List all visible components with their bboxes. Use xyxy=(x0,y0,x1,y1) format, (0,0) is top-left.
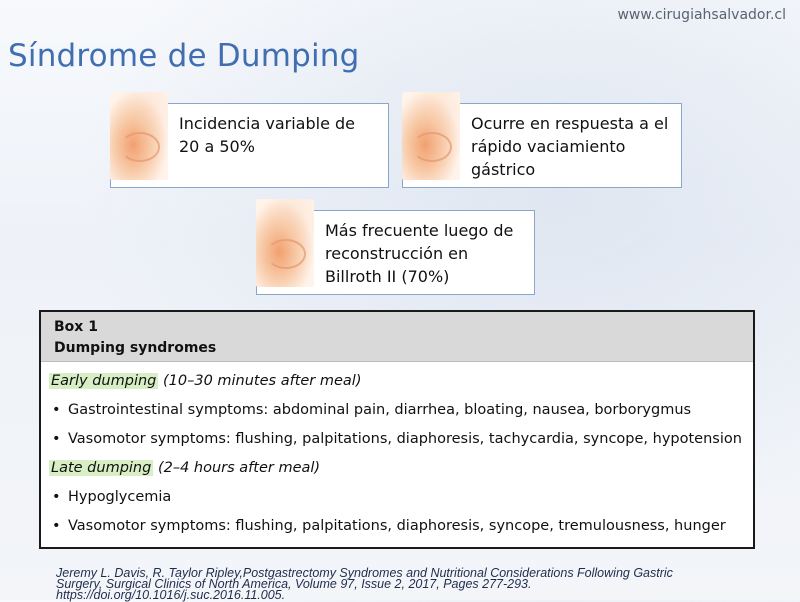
info-card-text: Incidencia variable de 20 a 50% xyxy=(179,114,356,156)
slide-title: Síndrome de Dumping xyxy=(8,38,360,74)
late-dumping-heading xyxy=(49,458,753,479)
info-card-mechanism xyxy=(402,103,682,188)
list-item xyxy=(49,400,753,421)
late-dumping-title: Late dumping xyxy=(51,460,152,476)
abdomen-image-icon xyxy=(110,92,168,180)
list-item xyxy=(49,487,753,508)
list-item-text: Gastrointestinal symptoms: abdominal pain, diarrhea, bloating, nausea, borborygmus xyxy=(68,402,692,418)
early-dumping-timing: (10–30 minutes after meal) xyxy=(162,373,362,389)
list-item xyxy=(49,516,753,537)
late-dumping-timing: (2–4 hours after meal) xyxy=(157,460,321,476)
box-heading: Dumping syndromes xyxy=(54,340,217,356)
early-dumping-title: Early dumping xyxy=(51,373,157,389)
citation-doi-link[interactable]: https://doi.org/10.1016/j.suc.2016.11.005. xyxy=(56,588,286,602)
info-card-text: Ocurre en respuesta a el rápido vaciamiento gástrico xyxy=(471,114,669,179)
citation-line: Surgery, Surgical Clinics of North America, Volume 97, Issue 2, 2017, Pages 277-293. xyxy=(56,577,532,591)
box-header xyxy=(41,312,753,362)
box-body xyxy=(41,362,753,537)
dumping-syndromes-box xyxy=(39,310,755,549)
info-card-billroth xyxy=(256,210,535,295)
early-dumping-heading xyxy=(49,371,753,392)
list-item xyxy=(49,429,753,450)
box-label: Box 1 xyxy=(54,319,98,335)
site-watermark: www.cirugiahsalvador.cl xyxy=(617,7,786,23)
bullet-icon: • xyxy=(52,431,61,447)
abdomen-image-icon xyxy=(402,92,460,180)
list-item-text: Vasomotor symptoms: flushing, palpitations, diaphoresis, syncope, tremulousness, hunger xyxy=(68,518,726,534)
citation-line: Jeremy L. Davis, R. Taylor Ripley,Postgastrectomy Syndromes and Nutritional Considerations Following Gastric xyxy=(56,566,673,580)
info-card-text: Más frecuente luego de reconstrucción en Billroth II (70%) xyxy=(325,221,514,286)
abdomen-image-icon xyxy=(256,199,314,287)
bullet-icon: • xyxy=(52,402,61,418)
list-item-text: Vasomotor symptoms: flushing, palpitations, diaphoresis, tachycardia, syncope, hypotension xyxy=(68,431,742,447)
bullet-icon: • xyxy=(52,489,61,505)
info-card-incidence xyxy=(110,103,389,188)
list-item-text: Hypoglycemia xyxy=(68,489,172,505)
bullet-icon: • xyxy=(52,518,61,534)
citation xyxy=(56,568,756,601)
